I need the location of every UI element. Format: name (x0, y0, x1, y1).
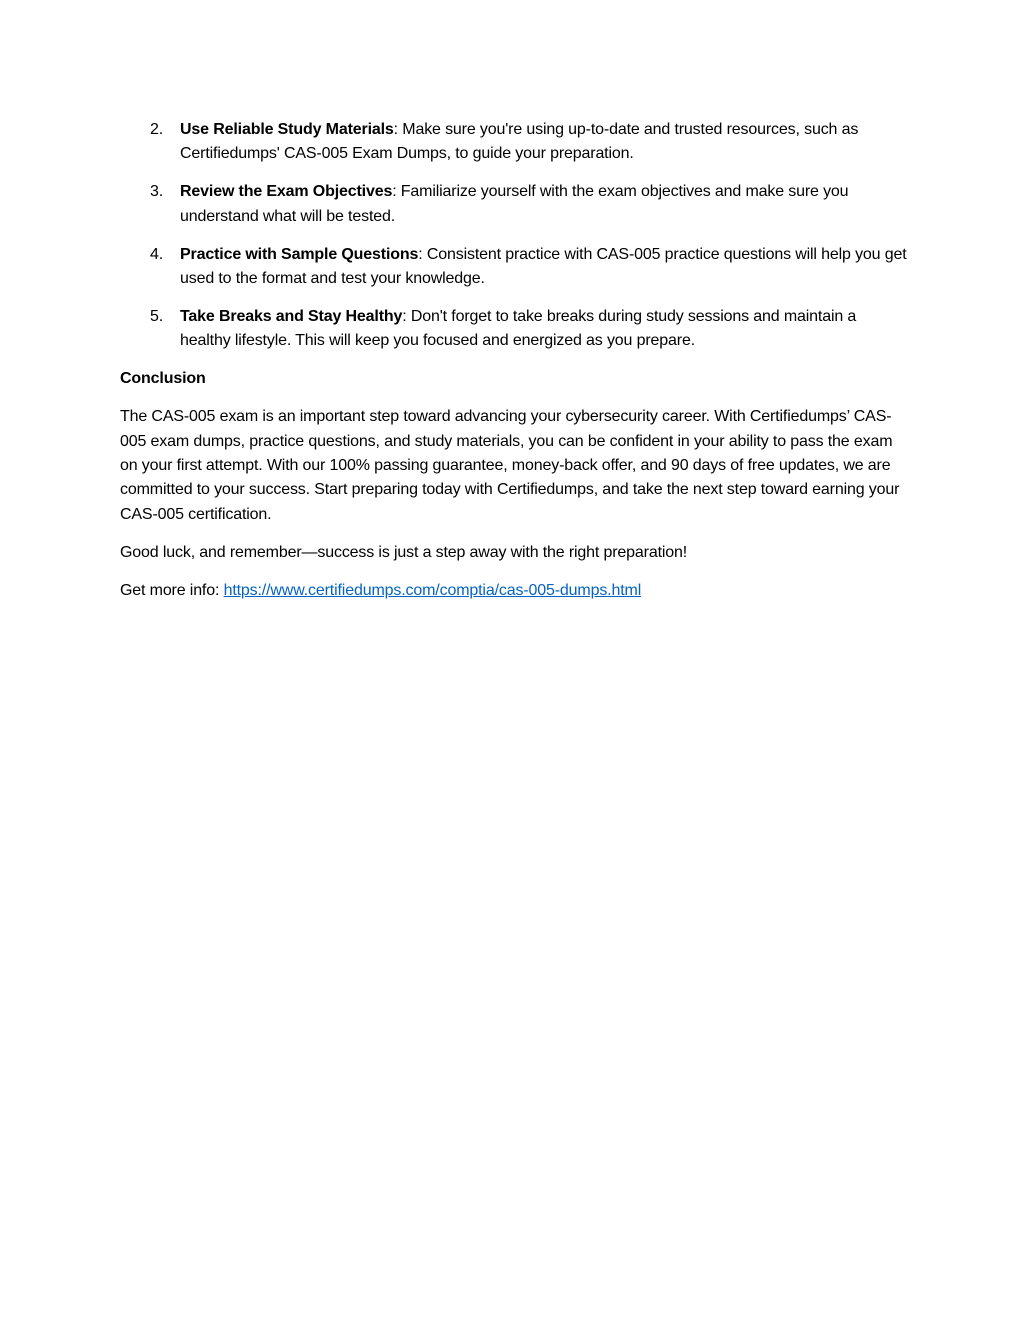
conclusion-heading: Conclusion (120, 370, 206, 388)
list-item-title: Review the Exam Objectives (180, 183, 393, 201)
list-item-number: 2. (150, 121, 164, 138)
document-body (120, 118, 910, 617)
list-item-title: Practice with Sample Questions (180, 245, 419, 263)
list-item-number: 5. (150, 307, 164, 325)
list-item (120, 118, 910, 167)
list-item (120, 180, 910, 229)
info-label: Get more info: (120, 581, 224, 599)
list-item-text: : Familiarize yourself with the exam objectives and make sure you understand what will be tested. (180, 183, 849, 225)
list-item-number: 4. (150, 245, 164, 263)
list-item (120, 243, 910, 292)
list-item-title: Use Reliable Study Materials (180, 121, 394, 138)
closing-paragraph: Good luck, and remember—success is just a step away with the right preparation! (120, 543, 688, 561)
list-item (120, 305, 910, 354)
info-link[interactable]: https://www.certifiedumps.com/comptia/cas-005-dumps.html (223, 581, 642, 599)
numbered-list (120, 118, 910, 354)
list-item-text: : Don't forget to take breaks during study sessions and maintain a healthy lifestyle. This will keep you focused and energized as you prepare. (180, 307, 857, 350)
list-item-text: : Make sure you're using up-to-date and trusted resources, such as Certifiedumps' CAS-005 Exam Dumps, to guide your preparation. (180, 121, 859, 163)
list-item-title: Take Breaks and Stay Healthy (180, 307, 403, 325)
list-item-number: 3. (150, 183, 164, 201)
list-item-text: : Consistent practice with CAS-005 practice questions will help you get used to the format and test your knowledge. (180, 245, 907, 288)
info-line (120, 579, 910, 603)
conclusion-paragraph: The CAS-005 exam is an important step toward advancing your cybersecurity career. With Certifiedumps’ CAS-005 exam dumps, practice questions, and study materials, you can be confident in your ability to pass the exam on your first attempt. With our 100% passing guarantee, money-back offer, and 90 days of free updates, we are committed to your success. Start preparing today with Certifiedumps, and take the next step toward earning your CAS-005 certification. (120, 408, 900, 523)
